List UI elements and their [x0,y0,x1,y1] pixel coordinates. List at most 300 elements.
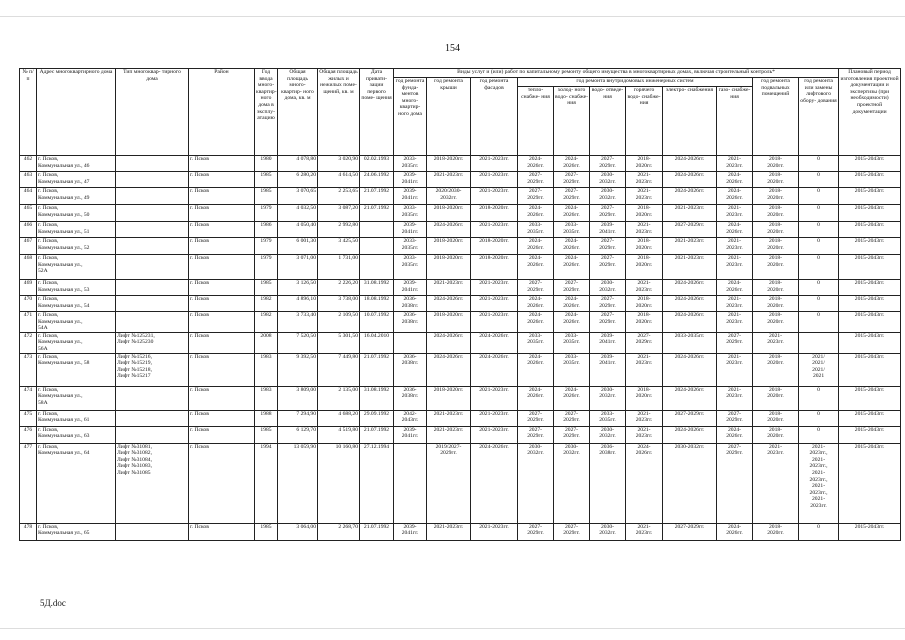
cell-basement: 2018- 2020гг. [753,386,799,410]
cell-privatization-date: 18.08.1992 [360,296,394,312]
cell-sewer: 2039- 2041гг. [590,353,626,386]
cell-gas: 2021- 2023гг. [717,296,753,312]
col-header-address: Адрес многоквартирного дома [37,69,116,156]
cell-gas: 2027- 2029гг. [717,332,753,353]
cell-facade: 2021-2023гг. [471,280,518,296]
cell-foundation: 2042- 2043гг. [394,410,427,426]
cell-electric: 2024-2026гг. [663,353,717,386]
cell-sewer: 2039- 2041гг. [590,332,626,353]
cell-planned-period: 2015-2043гг. [839,296,901,312]
cell-elevator: 0 [799,386,839,410]
cell-total-area: 9 392,50 [278,353,318,386]
cell-cold-water: 2024- 2026гг. [554,238,590,255]
table-row [20,280,901,296]
table-row [20,255,901,280]
cell-residential-area: 5 301,50 [318,332,360,353]
cell-gas: 2021- 2023гг. [717,156,753,172]
cell-cold-water: 2027- 2029гг. [554,410,590,426]
col-group-repair-works: Виды услуг и (или) работ по капитальному ремонту общего имущества в многоквартирных домах, включая строительный контроль* [394,69,839,78]
cell-num: 477 [20,443,37,523]
cell-privatization-date: 31.08.1992 [360,280,394,296]
cell-lifts [116,312,189,333]
cell-heating: 2033- 2035гг. [518,332,554,353]
cell-cold-water: 2033- 2035гг. [554,353,590,386]
cell-num: 468 [20,255,37,280]
cell-basement: 2018- 2020гг. [753,296,799,312]
cell-hot-water: 2021- 2023гг. [626,426,663,443]
cell-district: г. Псков [189,296,255,312]
cell-address: г. Псков, Коммунальная ул., 54 [37,296,116,312]
cell-hot-water: 2018- 2020гг. [626,238,663,255]
cell-planned-period: 2015-2043гг. [839,156,901,172]
cell-foundation: 2039- 2041гг. [394,523,427,540]
cell-total-area: 4 050,40 [278,222,318,238]
cell-total-area: 6 280,20 [278,172,318,188]
cell-residential-area: 2 268,70 [318,523,360,540]
cell-elevator: 0 [799,296,839,312]
table-row [20,426,901,443]
cell-privatization-date: 21.07.1992 [360,523,394,540]
cell-sewer: 2030- 2032гг. [590,188,626,205]
cell-privatization-date [360,255,394,280]
cell-sewer: 2027- 2029гг. [590,205,626,222]
cell-electric: 2027-2029гг. [663,410,717,426]
cell-facade: 2021-2023гг. [471,426,518,443]
cell-lifts [116,188,189,205]
col-header-privatization-date: Дата привати- зации первого поме- щения [360,69,394,156]
cell-residential-area: 3 020,90 [318,156,360,172]
cell-basement: 2021- 2023гг. [753,443,799,523]
cell-electric: 2024-2026гг. [663,386,717,410]
cell-electric: 2024-2026гг. [663,426,717,443]
cell-elevator [799,332,839,353]
col-header-electric: электро- снабжения [663,87,717,156]
col-header-sewer: водо- отведе- ния [590,87,626,156]
cell-hot-water: 2021- 2023гг. [626,353,663,386]
cell-num: 467 [20,238,37,255]
cell-address: г. Псков, Коммунальная ул., 65 [37,523,116,540]
cell-elevator: 0 [799,188,839,205]
cell-foundation: 2033- 2035гг. [394,205,427,222]
cell-district: г. Псков [189,205,255,222]
cell-total-area: 7 520,50 [278,332,318,353]
cell-lifts [116,410,189,426]
cell-heating: 2024- 2026гг. [518,156,554,172]
cell-planned-period: 2015-2043гг. [839,312,901,333]
cell-heating: 2024- 2026гг. [518,205,554,222]
cell-total-area: 4 032,50 [278,205,318,222]
cell-district: г. Псков [189,426,255,443]
cell-residential-area: 4 688,20 [318,410,360,426]
cell-residential-area: 4 519,80 [318,426,360,443]
table-row [20,172,901,188]
cell-year: 1988 [255,410,278,426]
cell-lifts [116,222,189,238]
cell-basement: 2018- 2020гг. [753,222,799,238]
cell-basement: 2018- 2020гг. [753,523,799,540]
cell-lifts: Лифт №15216, Лифт №15219, Лифт №15218, Лифт №15217 [116,353,189,386]
cell-num: 471 [20,312,37,333]
cell-basement: 2018- 2020гг. [753,410,799,426]
cell-address: г. Псков, Коммунальная ул., 46 [37,156,116,172]
cell-hot-water: 2018- 2020гг. [626,386,663,410]
cell-roof: 2021-2023гг. [427,280,471,296]
table-row [20,156,901,172]
cell-foundation: 2033- 2035гг. [394,255,427,280]
cell-planned-period: 2015-2043гг. [839,523,901,540]
cell-num: 462 [20,156,37,172]
cell-address: г. Псков, Коммунальная ул., 47 [37,172,116,188]
cell-sewer: 2027- 2029гг. [590,238,626,255]
cell-year: 1985 [255,172,278,188]
cell-total-area: 3 070,65 [278,188,318,205]
cell-num: 478 [20,523,37,540]
cell-district: г. Псков [189,222,255,238]
table-row [20,188,901,205]
col-header-elevator: год ремонта или замены лифтового обору- дования [799,78,839,156]
cell-year: 1979 [255,205,278,222]
cell-roof: 2018-2020гг. [427,156,471,172]
cell-facade: 2024-2026гг. [471,353,518,386]
cell-planned-period: 2015-2043гг. [839,222,901,238]
cell-roof: 2021-2023гг. [427,172,471,188]
cell-hot-water: 2021- 2023гг. [626,222,663,238]
cell-foundation: 2036- 2038гг. [394,386,427,410]
cell-heating: 2024- 2026гг. [518,296,554,312]
cell-hot-water: 2018- 2020гг. [626,255,663,280]
cell-lifts [116,296,189,312]
cell-privatization-date: 29.09.1992 [360,410,394,426]
cell-sewer: 2027- 2029гг. [590,312,626,333]
cell-roof: 2018-2020гг. [427,205,471,222]
cell-hot-water: 2018- 2020гг. [626,156,663,172]
cell-gas: 2024- 2026гг. [717,222,753,238]
cell-facade: 2021-2023гг. [471,386,518,410]
cell-basement: 2018- 2020гг. [753,156,799,172]
cell-elevator: 0 [799,312,839,333]
cell-electric: 2024-2026гг. [663,280,717,296]
cell-foundation: 2036- 2038гг. [394,353,427,386]
cell-basement: 2018- 2020гг. [753,238,799,255]
cell-privatization-date: 10.07.1992 [360,312,394,333]
cell-sewer: 2027- 2029гг. [590,296,626,312]
cell-total-area: 4 078,80 [278,156,318,172]
cell-heating: 2030- 2032гг. [518,443,554,523]
cell-privatization-date: 21.07.1992 [360,426,394,443]
cell-electric: 2021-2023гг. [663,255,717,280]
cell-elevator: 0 [799,222,839,238]
col-header-year-built: Год ввода много- квартир- ного дома в эксплу- атацию [255,69,278,156]
cell-residential-area: 3 738,00 [318,296,360,312]
cell-heating: 2027- 2029гг. [518,410,554,426]
cell-year: 1982 [255,296,278,312]
cell-roof: 2024-2026гг. [427,332,471,353]
cell-basement: 2018- 2020гг. [753,255,799,280]
cell-heating: 2027- 2029гг. [518,280,554,296]
cell-year: 1982 [255,312,278,333]
cell-gas: 2024- 2026гг. [717,523,753,540]
cell-planned-period: 2015-2043гг. [839,332,901,353]
cell-roof: 2024-2026гг. [427,296,471,312]
cell-electric: 2027-2029гг. [663,523,717,540]
cell-roof: 2024-2026гг. [427,353,471,386]
cell-planned-period: 2015-2043гг. [839,172,901,188]
cell-cold-water: 2024- 2026гг. [554,296,590,312]
cell-num: 472 [20,332,37,353]
cell-residential-area: 7 449,80 [318,353,360,386]
cell-privatization-date: 24.06.1992 [360,172,394,188]
cell-address: г. Псков, Коммунальная ул., 49 [37,188,116,205]
cell-sewer: 2030- 2032гг. [590,280,626,296]
cell-foundation [394,443,427,523]
cell-num: 475 [20,410,37,426]
cell-address: г. Псков, Коммунальная ул., 56А [37,332,116,353]
cell-facade: 2018-2020гг. [471,205,518,222]
cell-foundation: 2039- 2041гг. [394,172,427,188]
cell-privatization-date: 21.07.1992 [360,205,394,222]
cell-year: 1980 [255,156,278,172]
cell-cold-water: 2024- 2026гг. [554,156,590,172]
cell-num: 474 [20,386,37,410]
cell-cold-water: 2024- 2026гг. [554,386,590,410]
cell-basement: 2021- 2023гг. [753,332,799,353]
cell-sewer: 2027- 2029гг. [590,255,626,280]
cell-basement: 2018- 2020гг. [753,172,799,188]
cell-electric: 2024-2026гг. [663,312,717,333]
cell-year: 1994 [255,443,278,523]
table-row [20,353,901,386]
table-row [20,443,901,523]
table-row [20,312,901,333]
cell-heating: 2033- 2035гг. [518,222,554,238]
cell-year: 1983 [255,353,278,386]
cell-electric: 2021-2023гг. [663,238,717,255]
cell-facade: 2021-2023гг. [471,523,518,540]
cell-num: 470 [20,296,37,312]
col-header-basement: год ремонта подвальных помещений [753,78,799,156]
cell-foundation: 2033- 2035гг. [394,156,427,172]
cell-district: г. Псков [189,172,255,188]
cell-gas: 2024- 2026гг. [717,426,753,443]
cell-residential-area: 2 226,20 [318,280,360,296]
cell-year: 1979 [255,255,278,280]
cell-elevator: 0 [799,255,839,280]
cell-district: г. Псков [189,353,255,386]
cell-num: 476 [20,426,37,443]
cell-foundation: 2036- 2038гг. [394,312,427,333]
col-header-foundation: год ремонта фунда- ментов много- квартир- ного дома [394,78,427,156]
cell-cold-water: 2027- 2029гг. [554,188,590,205]
cell-address: г. Псков, Коммунальная ул., 52А [37,255,116,280]
cell-elevator: 0 [799,172,839,188]
cell-hot-water: 2021- 2023гг. [626,523,663,540]
cell-residential-area: 2 992,80 [318,222,360,238]
cell-privatization-date: 21.07.1992 [360,353,394,386]
cell-planned-period: 2015-2043гг. [839,205,901,222]
cell-privatization-date: 02.02.1993 [360,156,394,172]
cell-planned-period: 2015-2043гг. [839,353,901,386]
cell-total-area: 6 129,70 [278,426,318,443]
cell-foundation: 2039- 2041гг. [394,222,427,238]
cell-address: г. Псков, Коммунальная ул., 61 [37,410,116,426]
cell-year: 1979 [255,238,278,255]
cell-roof: 2021-2023гг. [427,426,471,443]
cell-privatization-date [360,222,394,238]
cell-residential-area: 4 614,50 [318,172,360,188]
cell-year: 2008 [255,332,278,353]
cell-district: г. Псков [189,312,255,333]
cell-total-area: 7 294,90 [278,410,318,426]
cell-year: 1985 [255,188,278,205]
cell-cold-water: 2024- 2026гг. [554,205,590,222]
cell-planned-period: 2015-2043гг. [839,443,901,523]
cell-facade: 2021-2023гг. [471,296,518,312]
cell-elevator: 0 [799,156,839,172]
cell-cold-water: 2030- 2032гг. [554,443,590,523]
cell-residential-area: 2 135,00 [318,386,360,410]
cell-address: г. Псков, Коммунальная ул., 53 [37,280,116,296]
cell-gas: 2021- 2023гг. [717,312,753,333]
cell-gas: 2024- 2026гг. [717,280,753,296]
cell-hot-water: 2021- 2023гг. [626,410,663,426]
cell-cold-water: 2027- 2029гг. [554,280,590,296]
cell-planned-period: 2015-2043гг. [839,255,901,280]
cell-hot-water: 2021- 2023гг. [626,172,663,188]
cell-gas: 2024- 2026гг. [717,188,753,205]
cell-foundation: 2039- 2041гг. [394,426,427,443]
cell-electric: 2024-2026гг. [663,188,717,205]
cell-heating: 2024- 2026гг. [518,386,554,410]
capital-repair-table [19,68,901,541]
cell-address: г. Псков, Коммунальная ул., 50 [37,205,116,222]
cell-district: г. Псков [189,443,255,523]
cell-planned-period: 2015-2043гг. [839,238,901,255]
cell-cold-water: 2027- 2029гг. [554,523,590,540]
cell-facade: 2021-2023гг. [471,312,518,333]
cell-roof: 2021-2023гг. [427,410,471,426]
cell-privatization-date: 21.07.1992 [360,188,394,205]
cell-hot-water: 2018- 2020гг. [626,205,663,222]
cell-hot-water: 2018- 2020гг. [626,312,663,333]
cell-electric: 2033-2035гг. [663,332,717,353]
cell-facade: 2021-2023гг. [471,410,518,426]
cell-hot-water: 2027- 2029гг. [626,332,663,353]
cell-heating: 2024- 2026гг. [518,238,554,255]
cell-address: г. Псков, Коммунальная ул., 52 [37,238,116,255]
cell-year: 1986 [255,222,278,238]
cell-privatization-date: 16.04.2010 [360,332,394,353]
cell-num: 473 [20,353,37,386]
cell-gas: 2027- 2029гг. [717,410,753,426]
cell-roof: 2020/2030- 2032гг. [427,188,471,205]
cell-gas: 2024- 2026гг. [717,172,753,188]
cell-residential-area: 2 109,50 [318,312,360,333]
col-header-num: № п/п [20,69,37,156]
page-number: 154 [445,43,460,54]
cell-electric: 2024-2026гг. [663,296,717,312]
cell-cold-water: 2033- 2035гг. [554,332,590,353]
cell-privatization-date: 31.08.1992 [360,386,394,410]
cell-residential-area: 3 087,20 [318,205,360,222]
cell-heating: 2027- 2029гг. [518,172,554,188]
cell-total-area: 13 059,90 [278,443,318,523]
col-header-gas: газо- снабже- ния [717,87,753,156]
col-header-planned-period: Плановый период изготовления проектной документации и экспертизы (при необходимости) проектной документации [839,69,901,156]
cell-total-area: 4 896,10 [278,296,318,312]
cell-planned-period: 2015-2043гг. [839,188,901,205]
cell-num: 463 [20,172,37,188]
cell-address: г. Псков, Коммунальная ул., 64 [37,443,116,523]
cell-basement: 2018- 2020гг. [753,426,799,443]
cell-cold-water: 2033- 2035гг. [554,222,590,238]
cell-planned-period: 2015-2043гг. [839,426,901,443]
cell-address: г. Псков, Коммунальная ул., 63 [37,426,116,443]
cell-year: 1983 [255,386,278,410]
cell-sewer: 2039- 2041гг. [590,222,626,238]
cell-sewer: 2030- 2032гг. [590,386,626,410]
cell-basement: 2018- 2020гг. [753,280,799,296]
table-row [20,410,901,426]
cell-district: г. Псков [189,255,255,280]
cell-foundation: 2036- 2038гг. [394,296,427,312]
scan-line-top [0,16,905,17]
cell-elevator: 2021- 2023гг., 2021- 2023гг., 2021- 2023гг., 2021- 2023гг., 2021- 2023гг. [799,443,839,523]
cell-gas: 2021- 2023гг. [717,386,753,410]
cell-total-area: 3 733,40 [278,312,318,333]
cell-year: 1985 [255,280,278,296]
cell-cold-water: 2024- 2026гг. [554,255,590,280]
cell-facade: 2018-2020гг. [471,255,518,280]
cell-basement: 2018- 2020гг. [753,353,799,386]
table-row [20,386,901,410]
cell-lifts [116,205,189,222]
cell-sewer: 2036- 2038гг. [590,443,626,523]
cell-foundation: 2039- 2041гг. [394,188,427,205]
cell-address: г. Псков, Коммунальная ул., 51 [37,222,116,238]
footer-filename: 5Д.doc [40,598,66,608]
cell-lifts: Лифт №125231, Лифт №125230 [116,332,189,353]
col-header-building-type: Тип многоквар- тирного дома [116,69,189,156]
cell-elevator: 0 [799,280,839,296]
col-header-hot-water: горячего водо- снабже- ния [626,87,663,156]
cell-electric: 2030-2032гг. [663,443,717,523]
cell-foundation: 2039- 2041гг. [394,280,427,296]
cell-lifts: Лифт №31081, Лифт №31082, Лифт №31084, Лифт №31083, Лифт №31085 [116,443,189,523]
cell-elevator: 2021/ 2021/ 2021/ 2021 [799,353,839,386]
cell-basement: 2018- 2020гг. [753,188,799,205]
cell-facade: 2021-2023гг. [471,188,518,205]
cell-lifts [116,523,189,540]
cell-gas: 2021- 2023гг. [717,353,753,386]
cell-sewer: 2030- 2032гг. [590,172,626,188]
cell-gas: 2027- 2029гг. [717,443,753,523]
cell-lifts [116,172,189,188]
cell-sewer: 2033- 2035гг. [590,410,626,426]
cell-district: г. Псков [189,386,255,410]
cell-heating: 2027- 2029гг. [518,523,554,540]
col-header-district: Район [189,69,255,156]
cell-address: г. Псков, Коммунальная ул., 58 [37,353,116,386]
cell-heating: 2027- 2029гг. [518,188,554,205]
cell-total-area: 3 126,50 [278,280,318,296]
cell-facade: 2021-2023гг. [471,222,518,238]
cell-num: 465 [20,205,37,222]
cell-residential-area: 3 425,50 [318,238,360,255]
cell-roof: 2018-2020гг. [427,255,471,280]
cell-elevator: 0 [799,238,839,255]
cell-total-area: 3 071,00 [278,255,318,280]
cell-district: г. Псков [189,410,255,426]
